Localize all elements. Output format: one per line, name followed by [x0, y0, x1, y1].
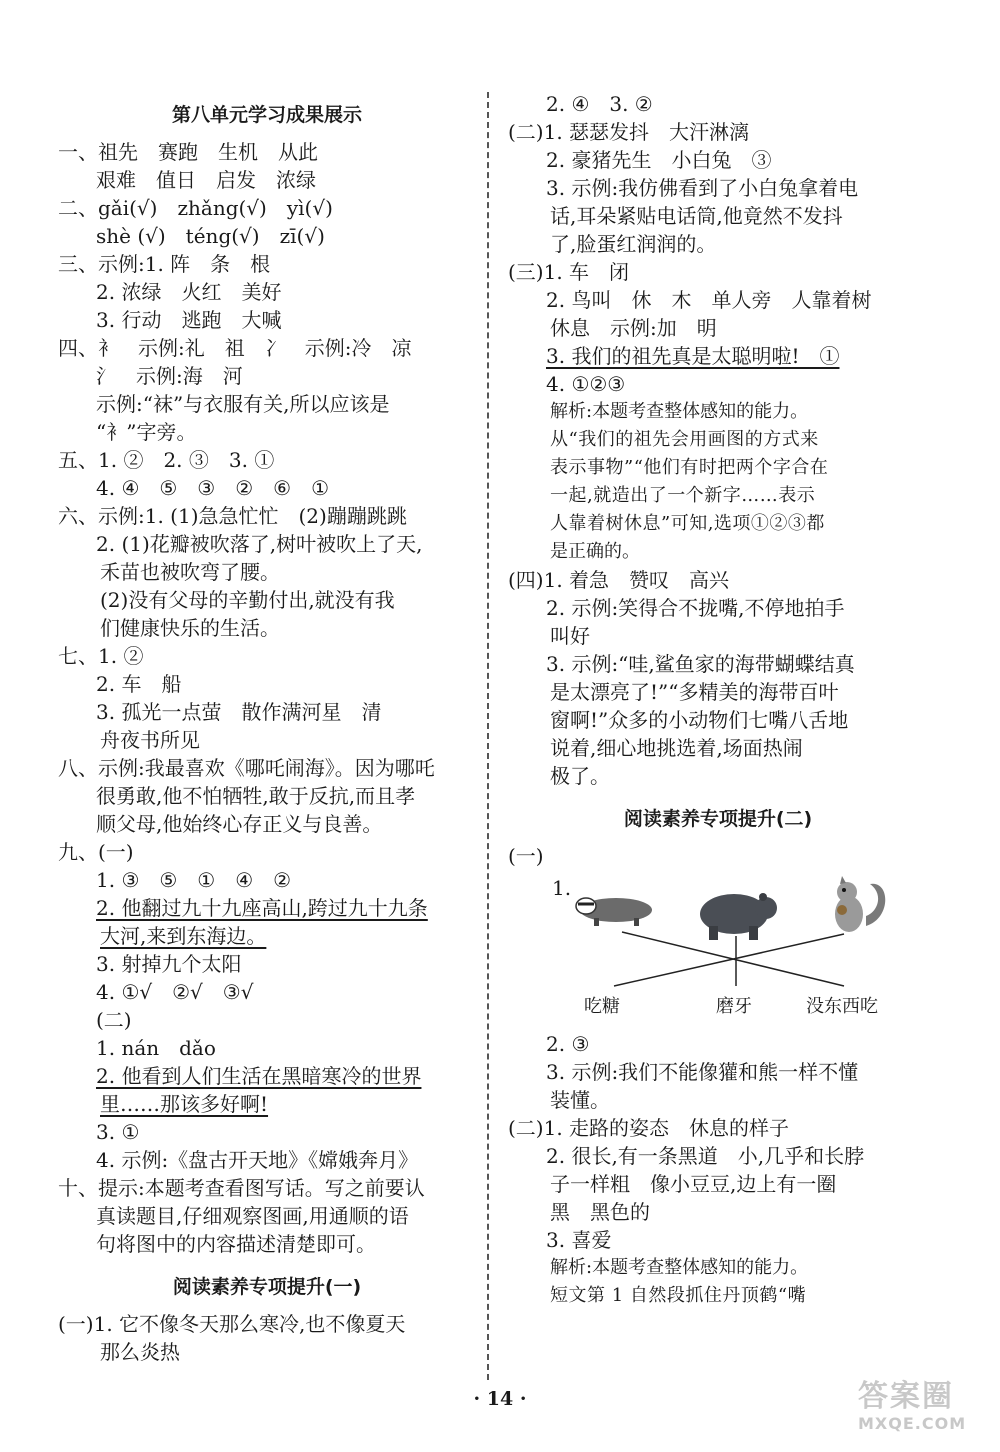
match-label-grind-teeth: 磨牙 [716, 996, 752, 1017]
answer-line-underlined: 3. 我们的祖先真是太聪明啦! ① [546, 344, 840, 368]
matching-figure [544, 870, 928, 1030]
page-number: · 14 · [473, 1388, 527, 1410]
match-label-eat-candy: 吃糖 [584, 996, 620, 1017]
answer-line: 2. 车 船 [96, 672, 182, 696]
answer-line-underlined: 大河,来到东海边。 [100, 924, 267, 948]
answer-line: 真读题目,仔细观察图画,用通顺的语 [96, 1204, 409, 1228]
watermark-logo [858, 1380, 988, 1446]
answer-line: 示例:“袜”与衣服有关,所以应该是 [96, 392, 390, 416]
answer-line: 三、示例:1. 阵 条 根 [58, 252, 271, 276]
answer-line: 2. 鸟叫 休 木 单人旁 人靠着树 [546, 288, 872, 312]
answer-line: 句将图中的内容描述清楚即可。 [96, 1232, 376, 1256]
analysis-line: 人靠着树休息”可知,选项①②③都 [550, 513, 825, 534]
answer-line: 艰难 值日 启发 浓绿 [96, 168, 316, 192]
answer-line: 2. ④ 3. ② [546, 92, 653, 116]
answer-line: 很勇敢,他不怕牺牲,敢于反抗,而且孝 [96, 784, 416, 808]
right-column [508, 90, 928, 1310]
answer-line: (2)没有父母的辛勤付出,就没有我 [100, 588, 395, 612]
answer-line: 七、1. ② [58, 644, 144, 668]
answer-line: 2. 浓绿 火红 美好 [96, 280, 282, 304]
section-title-unit8: 第八单元学习成果展示 [171, 104, 362, 126]
answer-line: 4. ④ ⑤ ③ ② ⑥ ① [96, 476, 330, 500]
answer-line: 4. ①②③ [546, 372, 626, 396]
answer-line: 3. 射掉九个太阳 [96, 952, 242, 976]
analysis-line: 是正确的。 [550, 541, 640, 562]
answer-line: 二、gǎi(√) zhǎng(√) yì(√) [58, 196, 333, 220]
answer-line: 4. ①√ ②√ ③√ [96, 980, 254, 1004]
answer-line: 子一样粗 像小豆豆,边上有一圈 [550, 1172, 837, 1196]
answer-line: 窗啊!”众多的小动物们七嘴八舌地 [550, 708, 849, 732]
answer-line: 3. 示例:我们不能像獾和熊一样不懂 [546, 1060, 859, 1084]
watermark-url: MXQE.COM [858, 1414, 967, 1433]
section-title-reading-1: 阅读素养专项提升(一) [172, 1276, 362, 1298]
answer-line: 3. ① [96, 1120, 140, 1144]
answer-line-underlined: 2. 他看到人们生活在黑暗寒冷的世界 [96, 1064, 422, 1088]
left-column [58, 90, 476, 1366]
answer-line: 舟夜书所见 [100, 728, 200, 752]
answer-line: 1. ③ ⑤ ① ④ ② [96, 868, 292, 892]
answer-line: 4. 示例:《盘古开天地》《嫦娥奔月》 [96, 1148, 419, 1172]
analysis-line: 解析:本题考查整体感知的能力。 [550, 1257, 809, 1278]
answer-line: 2. 豪猪先生 小白兔 ③ [546, 148, 772, 172]
answer-line: (一)1. 它不像冬天那么寒冷,也不像夏天 [58, 1312, 406, 1336]
answer-line: 们健康快乐的生活。 [100, 616, 280, 640]
answer-line: 3. 孤光一点萤 散作满河星 清 [96, 700, 382, 724]
answer-line: 是太漂亮了!”“多精美的海带百叶 [550, 680, 839, 704]
answer-line: 四、衤 示例:礼 祖 冫 示例:冷 凉 [58, 336, 412, 360]
answer-line: (四)1. 着急 赞叹 高兴 [508, 568, 730, 592]
answer-line: (二)1. 走路的姿态 休息的样子 [508, 1116, 790, 1140]
answer-line: 八、示例:我最喜欢《哪吒闹海》。因为哪吒 [58, 756, 435, 780]
answer-line: 五、1. ② 2. ③ 3. ① [58, 448, 275, 472]
answer-line: 2. 很长,有一条黑道 小,几乎和长脖 [546, 1144, 865, 1168]
answer-line: 极了。 [550, 764, 610, 788]
answer-line: 3. 示例:我仿佛看到了小白兔拿着电 [546, 176, 859, 200]
analysis-line: 短文第 1 自然段抓住丹顶鹤“嘴 [550, 1285, 807, 1306]
analysis-line: 一起,就造出了一个新字……表示 [550, 485, 816, 506]
answer-line: 顺父母,他始终心存正义与良善。 [96, 812, 383, 836]
answer-line: 3. 喜爱 [546, 1228, 612, 1252]
answer-line: shè (√) téng(√) zī(√) [96, 224, 325, 248]
answer-line: 禾苗也被吹弯了腰。 [100, 560, 280, 584]
answer-line: 一、祖先 赛跑 生机 从此 [58, 140, 318, 164]
answer-line: 装懂。 [550, 1088, 610, 1112]
answer-line: 2. (1)花瓣被吹落了,树叶被吹上了天, [96, 532, 423, 556]
squirrel-icon [835, 876, 885, 932]
analysis-line: 解析:本题考查整体感知的能力。 [550, 401, 809, 422]
watermark-text: 答案圈 [858, 1379, 954, 1414]
bear-icon [700, 893, 777, 940]
answer-line: “衤”字旁。 [96, 420, 197, 444]
section-label: (一) [508, 844, 544, 868]
answer-line-underlined: 2. 他翻过九十九座高山,跨过九十九条 [96, 896, 428, 920]
answer-line: 那么炎热 [100, 1340, 180, 1364]
question-number: 1. [552, 876, 572, 900]
answer-line: 休息 示例:加 明 [550, 316, 717, 340]
answer-line: (三)1. 车 闭 [508, 260, 630, 284]
answer-line: 1. nán dǎo [96, 1036, 216, 1060]
answer-line: 九、(一) [58, 840, 134, 864]
analysis-line: 从“我们的祖先会用画图的方式来 [550, 429, 819, 450]
answer-line: 了,脸蛋红润润的。 [550, 232, 717, 256]
answer-line: 黑 黑色的 [550, 1200, 650, 1224]
answer-line: 2. 示例:笑得合不拢嘴,不停地拍手 [546, 596, 845, 620]
answer-line: 十、提示:本题考查看图写话。写之前要认 [58, 1176, 425, 1200]
answer-line: (二) [96, 1008, 132, 1032]
answer-line: 说着,细心地挑选着,场面热闹 [550, 736, 803, 760]
analysis-line: 表示事物”“他们有时把两个字合在 [550, 457, 829, 478]
answer-line: 3. 行动 逃跑 大喊 [96, 308, 282, 332]
section-title-reading-2: 阅读素养专项提升(二) [623, 808, 813, 830]
answer-line-underlined: 里……那该多好啊! [100, 1092, 269, 1116]
answer-line: 2. ③ [546, 1032, 590, 1056]
answer-line: 3. 示例:“哇,鲨鱼家的海带蝴蝶结真 [546, 652, 855, 676]
answer-line: (二)1. 瑟瑟发抖 大汗淋漓 [508, 120, 750, 144]
match-label-nothing-to-eat: 没东西吃 [806, 996, 878, 1017]
column-divider [487, 92, 489, 1380]
answer-line: 叫好 [550, 624, 590, 648]
badger-icon [576, 898, 652, 926]
answer-line: 氵 示例:海 河 [96, 364, 243, 388]
answer-line: 六、示例:1. (1)急急忙忙 (2)蹦蹦跳跳 [58, 504, 407, 528]
answer-line: 话,耳朵紧贴电话筒,他竟然不发抖 [550, 204, 843, 228]
